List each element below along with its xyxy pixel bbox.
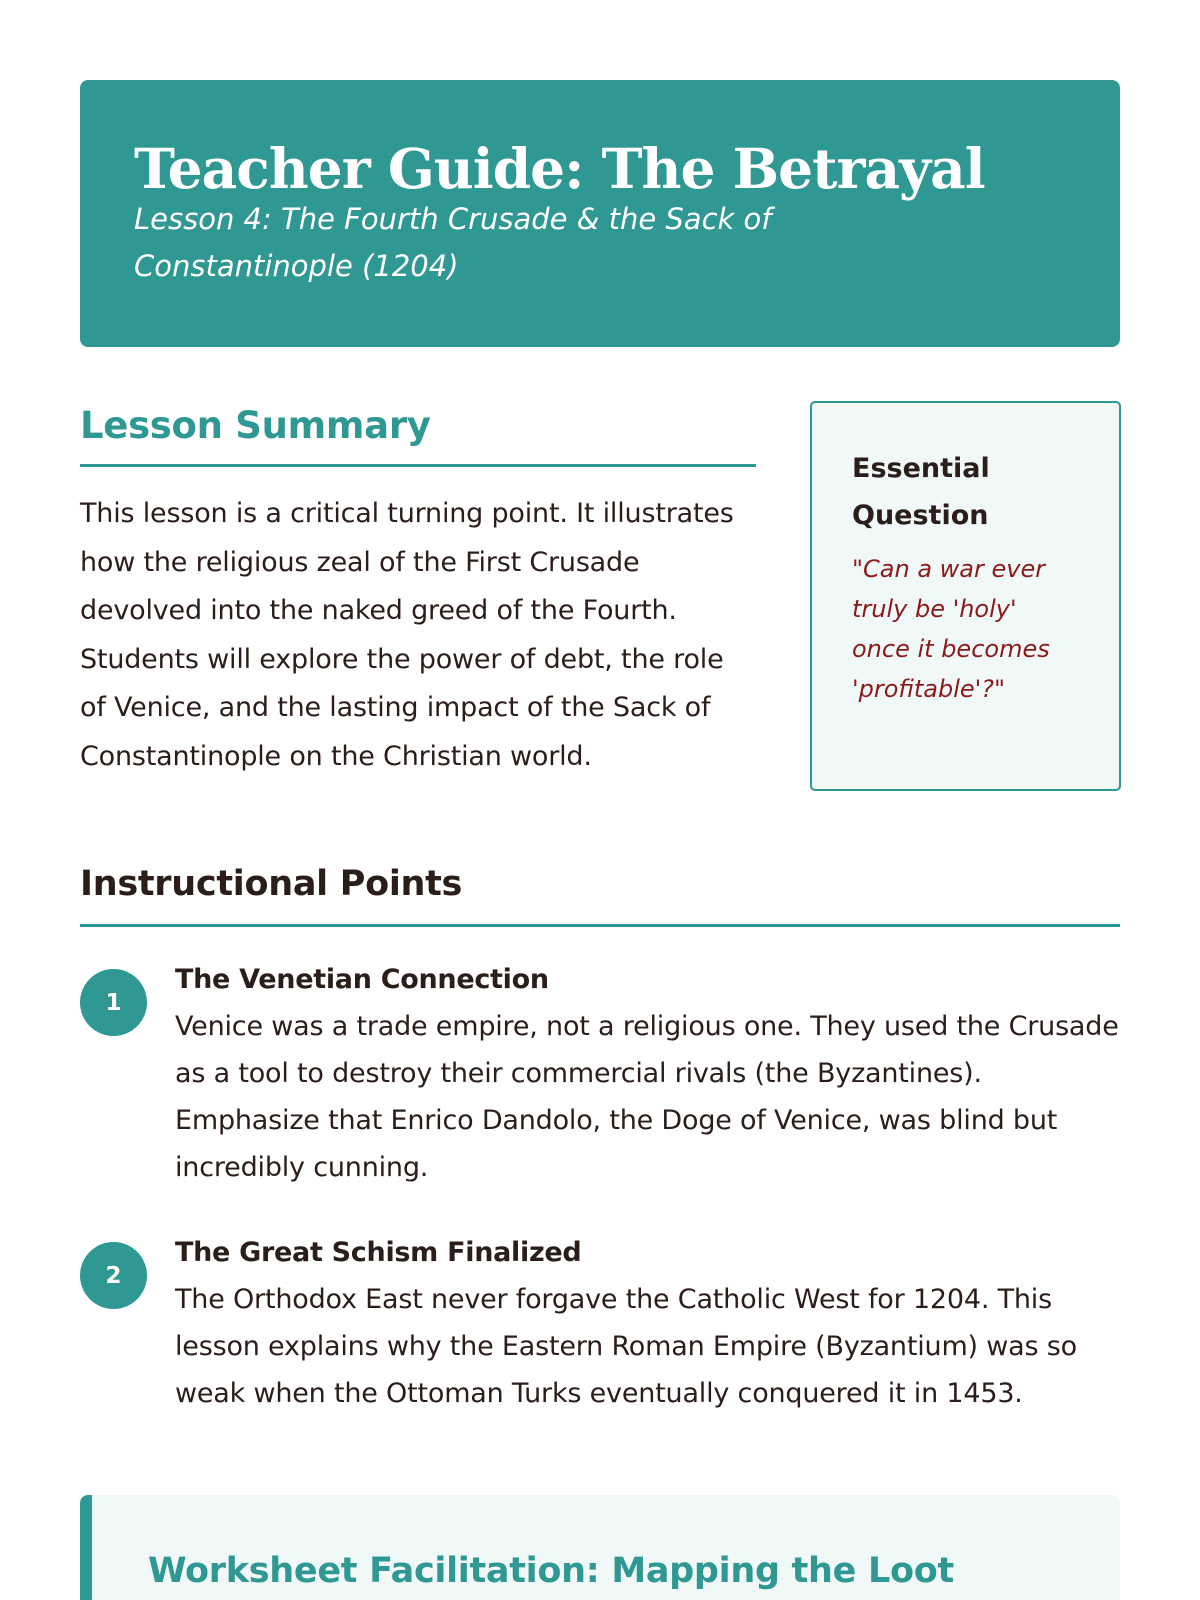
instructional-points-heading: Instructional Points xyxy=(80,858,1120,927)
point-number-badge: 2 xyxy=(80,1242,147,1309)
lesson-summary-heading: Lesson Summary xyxy=(80,398,756,467)
essential-question-heading: Essential Question xyxy=(852,453,990,531)
page-title: Teacher Guide: The Betrayal xyxy=(134,136,985,201)
essential-question-box xyxy=(810,401,1121,791)
worksheet-facilitation-section xyxy=(80,1495,1120,1600)
point-text: The Orthodox East never forgave the Catholic West for 1204. This lesson explains why the Eastern Roman Empire (Byzantium) was so weak when the Ottoman Turks eventually conquered it in 1453. xyxy=(175,1284,1077,1409)
essential-question-quote: "Can a war ever truly be 'holy' once it becomes 'profitable'?" xyxy=(852,555,1050,703)
worksheet-heading: Worksheet Facilitation: Mapping the Loot xyxy=(148,1551,954,1591)
point-title: The Great Schism Finalized xyxy=(175,1237,582,1268)
point-text: Venice was a trade empire, not a religious one. They used the Crusade as a tool to destroy their commercial rivals (the Byzantines). Emphasize that Enrico Dandolo, the Doge of Venice, was blind but incredibly cunning. xyxy=(175,1011,1119,1183)
point-number-badge: 1 xyxy=(80,969,147,1036)
instructional-points-section xyxy=(80,858,1120,927)
guide-header xyxy=(80,80,1120,347)
lesson-summary-text: This lesson is a critical turning point. It illustrates how the religious zeal of the First Crusade devolved into the naked greed of the Fourth. Students will explore the power of debt, the role of Venice, and the lasting impact of the Sack of Constantinople on the Christian world. xyxy=(80,498,734,772)
lesson-summary-section xyxy=(80,398,756,782)
point-body xyxy=(175,1229,1120,1417)
point-body xyxy=(175,956,1120,1191)
lesson-subtitle: Lesson 4: The Fourth Crusade & the Sack of Constantinople (1204) xyxy=(134,202,772,283)
point-title: The Venetian Connection xyxy=(175,964,549,995)
